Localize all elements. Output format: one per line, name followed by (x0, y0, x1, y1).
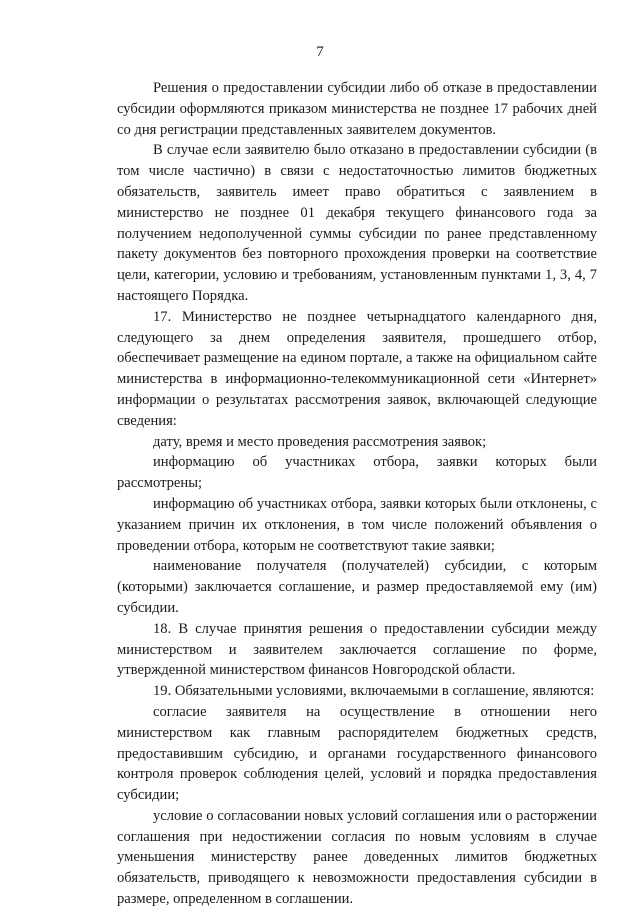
list-item-reviewed-participants: информацию об участниках отбора, заявки которых были рассмотрены; (117, 454, 597, 492)
paragraph-subsidy-decision: Решения о предоставлении субсидии либо об отказе в предоставлении субсидии оформляются приказом министерства не позднее 17 рабочих дней со дня регистрации представленных заявителем документов. (117, 80, 597, 138)
paragraph-19-mandatory-conditions: 19. Обязательными условиями, включаемыми в соглашение, являются: (153, 683, 595, 700)
list-item-review-date: дату, время и место проведения рассмотрения заявок; (153, 433, 487, 450)
list-item-rejected-participants: информацию об участниках отбора, заявки которых были отклонены, с указанием причин их отклонения, в том числе положений объявления о проведении отбора, которым не соответствуют такие заявки; (117, 495, 597, 554)
paragraph-17-results-publication: 17. Министерство не позднее четырнадцатого календарного дня, следующего за днем определения заявителя, прошедшего отбор, обеспечивает размещение на едином портале, а также на официальном сайте министерства в информационно-телекоммуникационной сети «Интернет» информации о результатах рассмотрения заявок, включающей следующие сведения: (117, 308, 597, 429)
list-item-new-conditions: условие о согласовании новых условий соглашения или о расторжении соглашения при недостижении согласия по новым условиям в случае уменьшения министерству ранее доведенных лимитов бюджетных обязательств, приводящего к невозможности предоставления субсидии в размере, определенном в соглашении. (117, 807, 597, 908)
document-body (117, 78, 597, 910)
paragraph-18-agreement: 18. В случае принятия решения о предоставлении субсидии между министерством и заявителем заключается соглашение по форме, утвержденной министерством финансов Новгородской области. (117, 620, 597, 679)
list-item-recipient-name: наименование получателя (получателей) субсидии, с которым (которыми) заключается соглашение, и размер предоставляемой ему (им) субсидии. (117, 558, 597, 616)
list-item-control-consent: согласие заявителя на осуществление в отношении него министерством как главным распорядителем бюджетных средств, предоставившим субсидию, и органами государственного финансового контроля проверок соблюдения целей, условий и порядка предоставления субсидии; (117, 703, 597, 804)
paragraph-refusal-reapply: В случае если заявителю было отказано в предоставлении субсидии (в том числе частично) в связи с недостаточностью лимитов бюджетных обязательств, заявитель имеет право обратиться с заявлением в министерство не позднее 01 декабря текущего финансового года за получением недополученной суммы субсидии по ранее представленному пакету документов без повторного прохождения проверки на соответствие цели, категории, условию и требованиям, установленным пунктами 1, 3, 4, 7 настоящего Порядка. (117, 142, 597, 304)
page-number: 7 (316, 44, 324, 60)
